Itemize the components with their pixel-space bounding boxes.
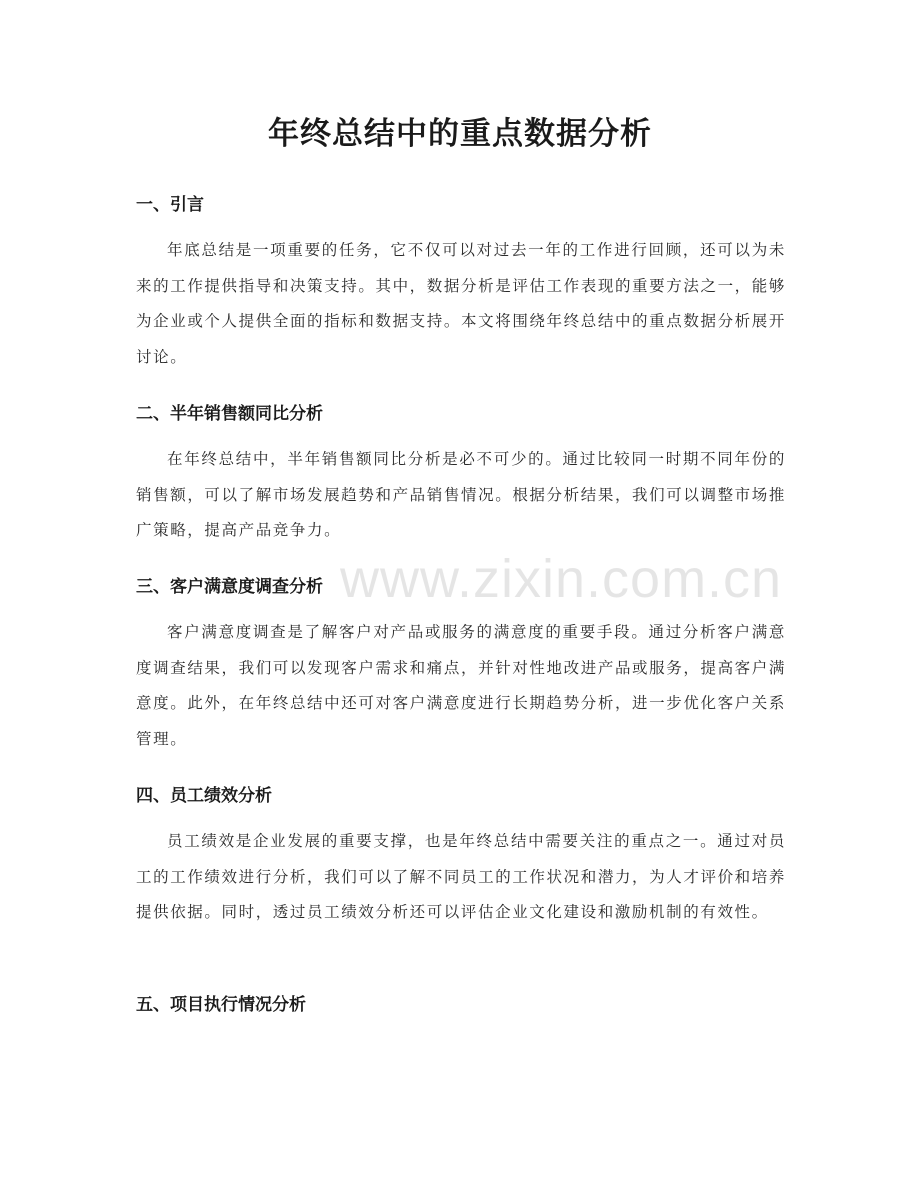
section-heading-employee: 四、员工绩效分析 (136, 786, 272, 806)
section-heading-intro: 一、引言 (136, 195, 204, 215)
watermark: www.zixin.com.cn (340, 549, 783, 609)
section-paragraph-employee: 员工绩效是企业发展的重要支撑，也是年终总结中需要关注的重点之一。通过对员工的工作绩效进行分析，我们可以了解不同员工的工作状况和潜力，为人才评价和培养提供依据。同时，透过员工绩效分析还可以评估企业文化建设和激励机制的有效性。 (136, 832, 786, 921)
document-title: 年终总结中的重点数据分析 (268, 116, 652, 152)
section-paragraph-sales: 在年终总结中，半年销售额同比分析是必不可少的。通过比较同一时期不同年份的销售额，可以了解市场发展趋势和产品销售情况。根据分析结果，我们可以调整市场推广策略，提高产品竞争力。 (136, 450, 786, 539)
section-paragraph-intro: 年底总结是一项重要的任务，它不仅可以对过去一年的工作进行回顾，还可以为未来的工作提供指导和决策支持。其中，数据分析是评估工作表现的重要方法之一，能够为企业或个人提供全面的指标和数据支持。本文将围绕年终总结中的重点数据分析展开讨论。 (136, 241, 786, 366)
section-paragraph-customer: 客户满意度调查是了解客户对产品或服务的满意度的重要手段。通过分析客户满意度调查结果，我们可以发现客户需求和痛点，并针对性地改进产品或服务，提高客户满意度。此外，在年终总结中还可对客户满意度进行长期趋势分析，进一步优化客户关系管理。 (136, 623, 786, 748)
section-heading-customer: 三、客户满意度调查分析 (136, 577, 323, 597)
section-heading-sales: 二、半年销售额同比分析 (136, 404, 323, 424)
section-heading-project: 五、项目执行情况分析 (136, 995, 306, 1015)
